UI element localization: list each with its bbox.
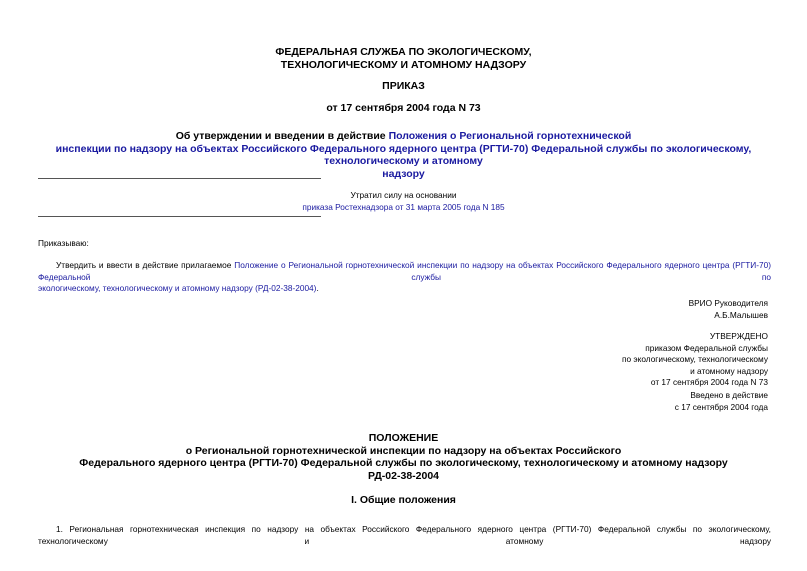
approval-line: от 17 сентября 2004 года N 73 bbox=[650, 377, 768, 387]
repeal-order-link[interactable]: приказа Ростехнадзора от 31 марта 2005 года N 185 bbox=[302, 201, 505, 212]
document-title bbox=[30, 130, 777, 180]
approval-line: по экологическому, технологическому bbox=[621, 354, 768, 364]
regulation-link-line-2[interactable]: экологическому, технологическому и атомному надзору (РД-02-38-2004) bbox=[38, 283, 317, 293]
agency-name bbox=[0, 46, 807, 71]
signature-name: А.Б.Малышев bbox=[714, 309, 768, 320]
order-word: Приказываю: bbox=[38, 238, 89, 248]
approval-heading: УТВЕРЖДЕНО bbox=[709, 331, 768, 341]
order-suffix: . bbox=[316, 283, 319, 293]
divider-top bbox=[38, 178, 321, 179]
agency-line-2: ТЕХНОЛОГИЧЕСКОМУ И АТОМНОМУ НАДЗОРУ bbox=[280, 58, 527, 71]
status-block bbox=[0, 190, 807, 213]
title-link-part-1[interactable]: Положения о Региональной горнотехнической bbox=[388, 130, 632, 142]
document-date: от 17 сентября 2004 года N 73 bbox=[326, 102, 481, 114]
section-heading: I. Общие положения bbox=[351, 494, 456, 506]
divider-bottom bbox=[38, 216, 321, 217]
regulation-link-line-1[interactable]: Положение о Региональной горнотехнической инспекции по надзору на объектах Российского Федерального ядерного центра (РГТИ-70) Федеральной службы по bbox=[38, 260, 771, 282]
signature-block bbox=[689, 298, 768, 321]
approval-line: и атомному надзору bbox=[690, 365, 768, 376]
status-line: Утратил силу на основании bbox=[350, 190, 457, 200]
signature-position: ВРИО Руководителя bbox=[688, 298, 768, 308]
effective-line-1: Введено в действие bbox=[690, 390, 768, 400]
regulation-heading-block bbox=[0, 432, 807, 482]
effective-block bbox=[675, 390, 768, 413]
approval-block bbox=[622, 331, 768, 389]
order-paragraph bbox=[38, 260, 771, 295]
title-link-part-2[interactable]: инспекции по надзору на объектах Российского Федерального ядерного центра (РГТИ-70) Федеральной службы по экологическому, технологическому и атомному bbox=[55, 142, 752, 167]
order-prefix: Утвердить и ввести в действие прилагаемое bbox=[56, 260, 235, 270]
regulation-line-1: о Региональной горнотехнической инспекции по надзору на объектах Российского bbox=[185, 444, 622, 457]
document-type: ПРИКАЗ bbox=[382, 80, 425, 92]
title-link-part-3[interactable]: надзору bbox=[382, 167, 425, 180]
section-paragraph: 1. Региональная горнотехническая инспекция по надзору на объектах Российского Федерального ядерного центра (РГТИ-70) Федеральной службы по экологическому, технологическому и атомному надзору bbox=[38, 524, 771, 546]
approval-line: приказом Федеральной службы bbox=[645, 342, 768, 353]
regulation-line-2: Федерального ядерного центра (РГТИ-70) Федеральной службы по экологическому, технологическому и атомному надзору bbox=[79, 457, 728, 469]
agency-line-1: ФЕДЕРАЛЬНАЯ СЛУЖБА ПО ЭКОЛОГИЧЕСКОМУ, bbox=[275, 46, 532, 58]
effective-line-2: с 17 сентября 2004 года bbox=[674, 401, 768, 412]
regulation-code: РД-02-38-2004 bbox=[367, 469, 440, 482]
title-prefix: Об утверждении и введении в действие bbox=[175, 130, 389, 142]
regulation-heading: ПОЛОЖЕНИЕ bbox=[368, 432, 439, 444]
